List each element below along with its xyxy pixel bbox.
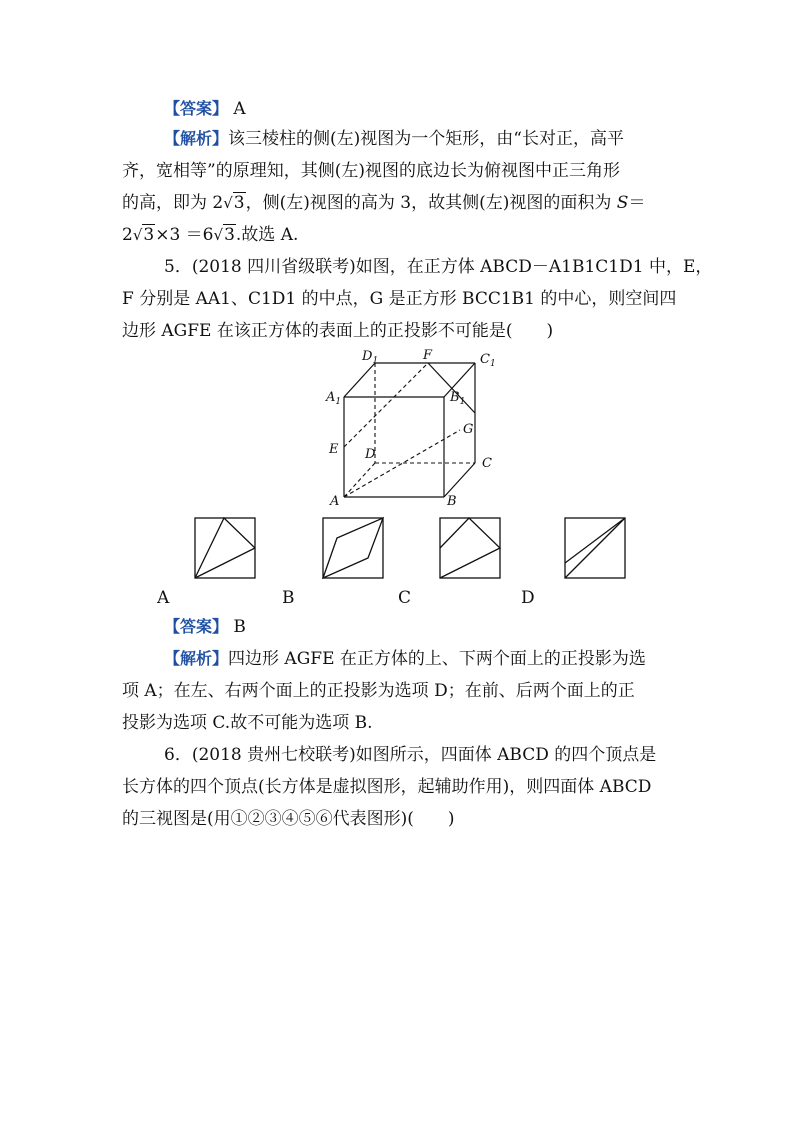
answer-tag: 【答案】	[164, 617, 229, 636]
choice-b-label: B	[282, 588, 295, 608]
q5-analysis-line3: 投影为选项 C.故不可能为选项 B.	[122, 713, 373, 733]
label-b: B	[447, 494, 457, 509]
choice-d-figure	[564, 517, 626, 579]
q6-stem-line1: 6．(2018 贵州七校联考)如图所示，四面体 ABCD 的四个顶点是	[164, 745, 657, 765]
q4-answer-line	[164, 98, 246, 120]
label-a: A	[330, 494, 340, 509]
projection-diagonal	[195, 548, 255, 578]
projection-square	[323, 518, 383, 578]
q6-stem-line2: 长方体的四个顶点(长方体是虚拟图形，起辅助作用)，则四面体 ABCD	[122, 777, 652, 797]
sqrt-symbol: √3	[132, 225, 155, 245]
q5-analysis-text1: 四边形 AGFE 在正方体的上、下两个面上的正投影为选	[228, 649, 646, 669]
projection-quadrilateral	[323, 518, 383, 578]
area-variable: S	[616, 193, 629, 213]
q6-stem-line3: 的三视图是(用①②③④⑤⑥代表图形)( )	[122, 809, 455, 829]
q5-stem-line2: F 分别是 AA1、C1D1 的中点，G 是正方形 BCC1B1 的中心，则空间四	[122, 289, 677, 309]
q4-analysis-line3	[122, 192, 645, 214]
choice-c-figure	[439, 517, 501, 579]
q4-text4a: 2	[122, 225, 133, 245]
projection-outline	[195, 518, 255, 578]
q5-answer-line	[164, 616, 246, 638]
choice-b-figure	[322, 517, 384, 579]
q4-analysis-line4	[122, 224, 298, 246]
q4-analysis-line2: 齐，宽相等”的原理知，其侧(左)视图的底边长为俯视图中正三角形	[122, 161, 620, 181]
cube-edge-a1d1	[344, 363, 375, 397]
label-f: F	[423, 348, 433, 363]
answer-tag: 【答案】	[164, 99, 229, 118]
sqrt-symbol: √3	[213, 225, 235, 245]
q4-analysis-text1: 该三棱柱的侧(左)视图为一个矩形，由“长对正，高平	[228, 129, 624, 149]
cube-edge-ad-hidden	[344, 463, 375, 497]
q4-text4b: ×3 ＝6	[155, 225, 214, 245]
label-c: C	[482, 456, 492, 471]
projection-square	[440, 518, 500, 578]
analysis-tag: 【解析】	[164, 129, 229, 148]
choice-c-label: C	[398, 588, 412, 608]
q5-answer: B	[233, 617, 246, 637]
choice-a-label: A	[157, 588, 170, 608]
projection-line	[565, 518, 625, 563]
label-b1: $B_1$	[450, 390, 466, 407]
q5-stem-line3: 边形 AGFE 在该正方体的表面上的正投影不可能是( )	[122, 321, 554, 341]
q4-text3b: ，侧(左)视图的高为 3，故其侧(左)视图的面积为	[245, 193, 617, 213]
sqrt-radicand: 3	[233, 193, 245, 213]
projection-diagonal	[565, 518, 625, 578]
projection-square	[195, 518, 255, 578]
sqrt-symbol: √3	[223, 193, 245, 213]
q4-answer: A	[233, 99, 246, 119]
sqrt-radicand: 3	[143, 225, 155, 245]
segment-ag-hidden	[344, 430, 460, 497]
label-d1: $D_1$	[362, 349, 379, 366]
label-c1: $C_1$	[480, 352, 496, 369]
label-e: E	[329, 442, 339, 457]
q4-analysis-line1	[164, 128, 624, 150]
q5-analysis-line2: 项 A；在左、右两个面上的正投影为选项 D；在前、后两个面上的正	[122, 681, 635, 701]
cube-figure	[320, 345, 510, 510]
q4-text3a: 的高，即为 2	[122, 193, 224, 213]
segment-ef-hidden	[344, 363, 428, 447]
label-a1: $A_1$	[326, 390, 342, 407]
choice-d-label: D	[521, 588, 535, 608]
q4-text4c: .故选 A.	[235, 225, 299, 245]
label-g: G	[463, 422, 474, 437]
q5-stem-line1: 5．(2018 四川省级联考)如图，在正方体 ABCD－A1B1C1D1 中，E，	[164, 257, 713, 277]
equals-sign: ＝	[628, 193, 646, 213]
cube-edge-bc	[444, 463, 475, 497]
choice-a-figure	[194, 517, 256, 579]
sqrt-radicand: 3	[224, 225, 235, 245]
projection-outline	[440, 518, 500, 578]
q5-analysis-line1	[164, 648, 646, 670]
label-d: D	[365, 447, 376, 462]
analysis-tag: 【解析】	[164, 649, 229, 668]
